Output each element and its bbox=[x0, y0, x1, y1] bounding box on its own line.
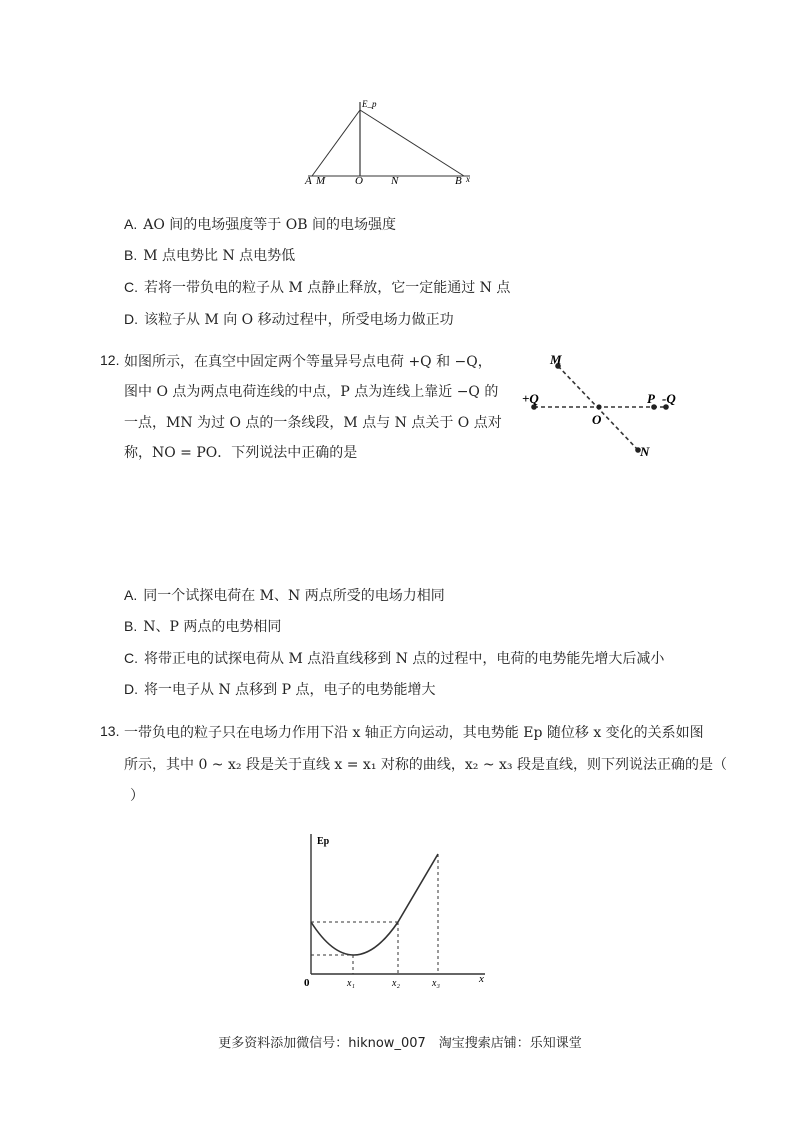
q12-option-a[interactable] bbox=[124, 585, 445, 606]
page-footer: 更多资料添加微信号：hiknow_007 淘宝搜索店铺：乐知课堂 bbox=[218, 1036, 582, 1051]
q11-option-b-text: M 点电势比 N 点电势低 bbox=[143, 248, 296, 264]
q12-option-c-text: 将带正电的试探电荷从 M 点沿直线移到 N 点的过程中，电荷的电势能先增大后减小 bbox=[144, 651, 665, 667]
q12-option-b[interactable] bbox=[124, 616, 281, 637]
q12-option-d-label: D. bbox=[124, 681, 138, 697]
q11-option-d-label: D. bbox=[124, 311, 138, 327]
fig1-right-slope bbox=[360, 110, 464, 176]
q13-y-label: Ep bbox=[317, 836, 330, 847]
q12-point-o bbox=[596, 404, 601, 409]
fig1-ep-graph bbox=[300, 96, 480, 186]
q11-option-c-text: 若将一带负电的粒子从 M 点静止释放，它一定能通过 N 点 bbox=[144, 280, 511, 296]
q12-charges-figure bbox=[518, 352, 688, 462]
q12-label-minusq: -Q bbox=[662, 391, 676, 406]
q13-origin-label: 0 bbox=[304, 977, 310, 989]
q12-label-plusq: +Q bbox=[522, 391, 539, 406]
q12-label-n: N bbox=[640, 444, 650, 459]
q13-x-label: x bbox=[479, 973, 484, 985]
q12-option-b-label: B. bbox=[124, 618, 138, 634]
q12-stem-line-3: 一点，MN 为过 O 点的一条线段，M 点与 N 点关于 O 点对 bbox=[124, 415, 502, 431]
q13-straight-segment bbox=[398, 854, 438, 922]
q12-number: 12. bbox=[100, 352, 120, 368]
q11-option-c-label: C. bbox=[124, 279, 138, 295]
q12-option-b-text: N、P 两点的电势相同 bbox=[143, 619, 282, 635]
q11-option-a[interactable] bbox=[124, 214, 396, 235]
q12-option-c-label: C. bbox=[124, 650, 138, 666]
fig1-y-label: E_p bbox=[362, 99, 377, 109]
fig1-point-n: N bbox=[391, 175, 399, 186]
fig1-x-label: x bbox=[466, 174, 470, 184]
q12-option-c[interactable] bbox=[124, 648, 664, 669]
q12-option-a-text: 同一个试探电荷在 M、N 两点所受的电场力相同 bbox=[143, 588, 445, 604]
q12-label-o: O bbox=[592, 412, 602, 427]
q13-number: 13. bbox=[100, 723, 120, 739]
q12-label-m: M bbox=[550, 352, 562, 367]
q11-option-d-text: 该粒子从 M 向 O 移动过程中，所受电场力做正功 bbox=[144, 312, 454, 328]
q12-option-d[interactable] bbox=[124, 679, 435, 700]
q12-label-p: P bbox=[647, 391, 655, 406]
q11-option-d[interactable] bbox=[124, 309, 454, 330]
q13-tick-x2: x₂ bbox=[392, 978, 400, 989]
q12-stem-line-2: 图中 O 点为两点电荷连线的中点，P 点为连线上靠近 −Q 的 bbox=[124, 384, 499, 400]
q11-option-a-text: AO 间的电场强度等于 OB 间的电场强度 bbox=[143, 217, 396, 233]
q13-stem-line-1: 一带负电的粒子只在电场力作用下沿 x 轴正方向运动，其电势能 Ep 随位移 x 变化的关系如图 bbox=[124, 725, 704, 741]
q13-stem-line-2: 所示，其中 0 ~ x₂ 段是关于直线 x = x₁ 对称的曲线，x₂ ~ x₃ 段是直线，则下列说法正确的是（ bbox=[124, 757, 727, 773]
q11-option-a-label: A. bbox=[124, 216, 138, 232]
q12-stem-line-4: 称，NO = PO．下列说法中正确的是 bbox=[124, 445, 358, 461]
q13-ep-graph bbox=[295, 826, 500, 992]
q11-option-c[interactable] bbox=[124, 277, 510, 298]
fig1-left-slope bbox=[312, 110, 360, 176]
fig1-point-o: O bbox=[355, 175, 363, 186]
fig1-point-a: A bbox=[305, 175, 312, 186]
q12-option-a-label: A. bbox=[124, 587, 138, 603]
q13-tick-x1: x₁ bbox=[347, 978, 355, 989]
q13-stem-line-3: ） bbox=[130, 788, 144, 804]
q11-option-b[interactable] bbox=[124, 245, 295, 266]
fig1-point-m: M bbox=[316, 175, 326, 186]
fig1-point-b: B bbox=[455, 175, 462, 186]
q12-option-d-text: 将一电子从 N 点移到 P 点，电子的电势能增大 bbox=[144, 682, 436, 698]
q13-curve bbox=[311, 922, 398, 955]
q11-option-b-label: B. bbox=[124, 247, 138, 263]
q12-stem-line-1: 如图所示，在真空中固定两个等量异号点电荷 +Q 和 −Q， bbox=[124, 354, 492, 370]
q13-tick-x3: x₃ bbox=[432, 978, 440, 989]
